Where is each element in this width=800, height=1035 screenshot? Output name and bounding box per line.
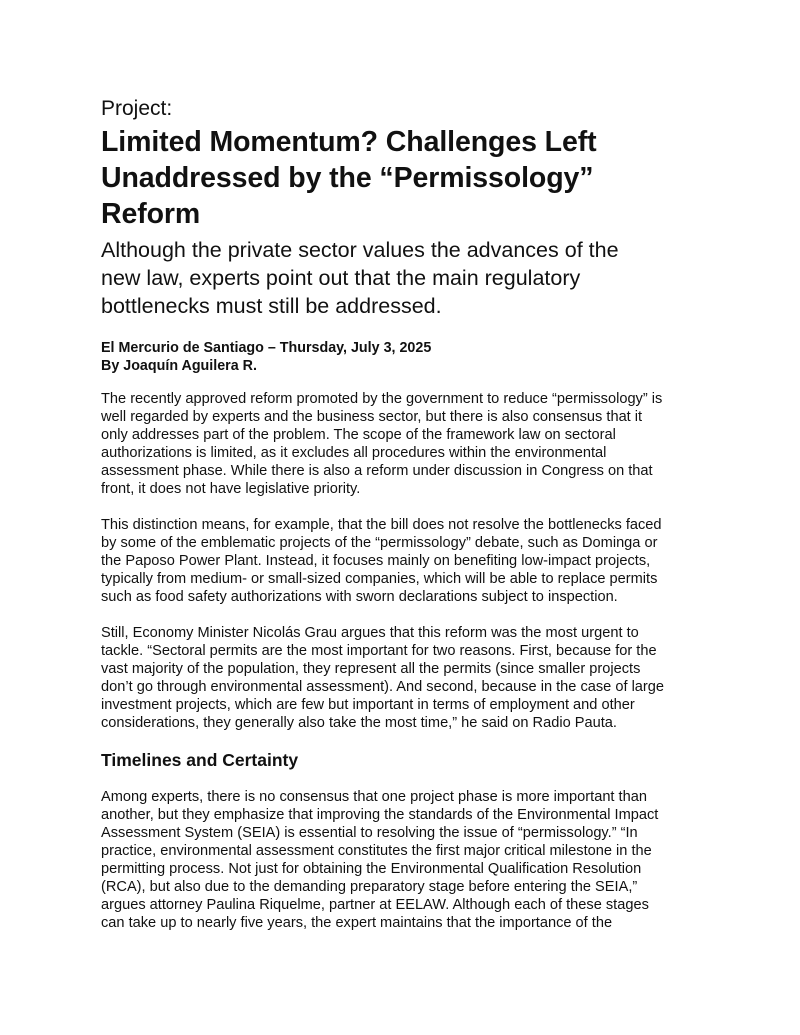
paragraph-line: the Paposo Power Plant. Instead, it focuses mainly on benefiting low-impact projects, [101, 553, 651, 569]
byline [101, 339, 431, 375]
paragraph-line: Assessment System (SEIA) is essential to resolving the issue of “permissology.” “In [101, 825, 638, 841]
paragraph-line: Among experts, there is no consensus that one project phase is more important than [101, 789, 647, 805]
paragraph-line: another, but they emphasize that improving the standards of the Environmental Impact [101, 807, 659, 823]
paragraph-line: tackle. “Sectoral permits are the most important for two reasons. First, because for the [101, 643, 657, 659]
paragraph-line: vast majority of the population, they represent all the permits (since smaller projects [101, 661, 641, 677]
paragraph-line: typically from medium- or small-sized companies, which will be able to replace permits [101, 571, 658, 587]
paragraph-line: This distinction means, for example, that the bill does not resolve the bottlenecks faced [101, 517, 662, 533]
subtitle-line: new law, experts point out that the main regulatory [101, 266, 581, 290]
section-heading: Timelines and Certainty [101, 750, 299, 770]
paragraph-line: well regarded by experts and the business sector, but there is also consensus that it [101, 409, 643, 425]
paragraph-line: considerations, they generally also take the most time,” he said on Radio Pauta. [101, 715, 617, 731]
article-kicker: Project: [101, 97, 173, 120]
paragraph-line: such as food safety authorizations with sworn declarations subject to inspection. [101, 589, 618, 605]
source-date: El Mercurio de Santiago – Thursday, July 3, 2025 [101, 340, 432, 356]
paragraph-line: permitting process. Not just for obtaining the Environmental Qualification Resolution [101, 861, 642, 877]
paragraph-line: The recently approved reform promoted by the government to reduce “permissology” is [101, 391, 663, 407]
body-paragraph [101, 390, 662, 498]
article-title [101, 124, 596, 232]
paragraph-line: authorizations is limited, as it excludes all procedures within the environmental [101, 445, 607, 461]
paragraph-line: by some of the emblematic projects of the “permissology” debate, such as Dominga or [101, 535, 658, 551]
body-paragraph [101, 516, 662, 606]
paragraph-line: (RCA), but also due to the demanding preparatory stage before entering the SEIA,” [101, 879, 638, 895]
body-paragraph [101, 788, 658, 932]
title-line: Unaddressed by the “Permissology” [101, 162, 594, 194]
paragraph-line: don’t go through environmental assessment). And second, because in the case of large [101, 679, 665, 695]
paragraph-line: practice, environmental assessment constitutes the first major critical milestone in the [101, 843, 652, 859]
author: By Joaquín Aguilera R. [101, 358, 257, 374]
paragraph-line: Still, Economy Minister Nicolás Grau argues that this reform was the most urgent to [101, 625, 639, 641]
title-line: Limited Momentum? Challenges Left [101, 126, 597, 158]
paragraph-line: argues attorney Paulina Riquelme, partner at EELAW. Although each of these stages [101, 897, 649, 913]
paragraph-line: front, it does not have legislative priority. [101, 481, 361, 497]
paragraph-line: assessment phase. While there is also a reform under discussion in Congress on that [101, 463, 653, 479]
subtitle-line: bottlenecks must still be addressed. [101, 294, 442, 318]
article-subtitle [101, 236, 619, 320]
title-line: Reform [101, 198, 201, 230]
paragraph-line: can take up to nearly five years, the expert maintains that the importance of the [101, 915, 613, 931]
paragraph-line: investment projects, which are few but important in terms of employment and other [101, 697, 635, 713]
paragraph-line: only addresses part of the problem. The scope of the framework law on sectoral [101, 427, 616, 443]
body-paragraph [101, 624, 664, 732]
subtitle-line: Although the private sector values the advances of the [101, 238, 619, 262]
